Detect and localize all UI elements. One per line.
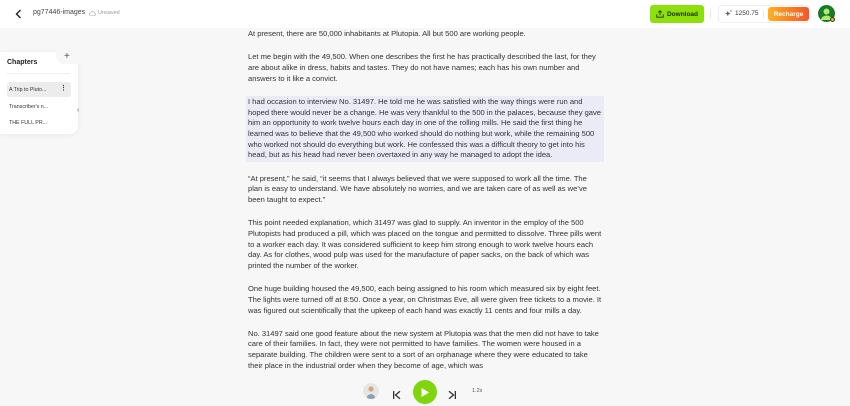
previous-button[interactable] [392, 387, 401, 405]
play-icon [420, 387, 430, 398]
chapter-label: Transcriber's n... [9, 103, 49, 110]
play-button[interactable] [413, 380, 437, 404]
upload-icon [656, 10, 664, 18]
paragraph[interactable]: Let me begin with the 49,500. When one describes the first he has practically described the last, for they are about alike in dress, habits and tastes. They do not have names; each has his own number and answers to it like a convict. [248, 52, 596, 83]
chevron-left-icon [15, 9, 22, 19]
skip-back-icon [392, 390, 401, 400]
next-button[interactable] [448, 387, 457, 405]
divider [763, 11, 764, 18]
more-vertical-icon[interactable]: ⋮ [60, 85, 67, 92]
paragraph[interactable]: One huge building housed the 49,500, each being assigned to his room which measured six by eight feet. The lights were turned off at 8:50. Once a year, on Christmas Eve, all were given free tickets to a movie. It was figured out scientifically that the upkeep of each hand was exactly 11 cents and four mills a day. [248, 284, 602, 315]
reading-content [246, 28, 604, 383]
settings-badge-icon [830, 17, 835, 22]
add-chapter-button[interactable]: + [64, 51, 70, 62]
credits-box [718, 5, 810, 23]
download-button[interactable] [650, 5, 704, 23]
chapter-item[interactable] [7, 99, 71, 114]
paragraph[interactable]: “At present,” he said, “it seems that I always believed that we were supposed to work all the time. The plan is easy to understand. We have absolutely no worries, and we are taken care of as well as we’ve been taught to expect.” [248, 173, 587, 204]
recharge-button[interactable]: Recharge [768, 7, 809, 21]
chapters-title: Chapters [7, 59, 38, 66]
divider [7, 73, 70, 74]
paragraph-highlighted[interactable]: I had occasion to interview No. 31497. He told me he was satisfied with the way things were run and hoped there would never be a change. He was very thankful to the 500 in the palaces, because they gave him an opportunity to work twelve hours each day in one of the rolling mills. He said the first thing he learned was to believe that the 49,500 who worked should do nothing but work, while the remaining 500 who worked not should do everything but work. He confessed this was a difficult theory to get into his head, but as his head had never been overtaxed in any way he managed to adopt the idea. [246, 96, 604, 162]
divider [710, 10, 711, 18]
chapter-label: THE FULL PR... [9, 119, 48, 126]
save-status [89, 10, 120, 16]
download-label: Download [666, 10, 699, 18]
chapter-item[interactable] [7, 82, 71, 97]
collapse-sidebar-button[interactable]: ‹ [77, 107, 80, 114]
skip-forward-icon [448, 390, 457, 400]
paragraph[interactable]: This point needed explanation, which 31497 was glad to supply. An inventor in the employ of the 500 Plutopists had produced a pill, which was placed on the tongue and permitted to dissolve. Three pills went to a worker each day. It was considered sufficient to keep him strong enough to work twelve hours each day. As for clothes, wood pulp was used for the manufacture of paper sacks, on the back of which was printed the number of the worker. [248, 218, 602, 270]
playback-speed[interactable]: 1.2x [472, 388, 483, 394]
chapter-label: A Trip to Pluto... [9, 86, 47, 93]
narrator-avatar[interactable] [363, 383, 379, 399]
sparkle-icon [725, 10, 732, 17]
credit-balance [725, 10, 759, 17]
chapter-item[interactable] [7, 115, 71, 130]
cloud-icon [89, 11, 96, 16]
person-icon [363, 383, 379, 399]
paragraph[interactable]: At present, there are 50,000 inhabitants at Plutopia. All but 500 are working people. [248, 29, 526, 38]
credit-value: 1250.75 [735, 10, 759, 17]
top-bar [0, 0, 850, 28]
document-title[interactable]: pg77446-images [33, 9, 86, 16]
paragraph[interactable]: No. 31497 said one good feature about the new system at Plutopia was that the men did not have to take care of their families. In fact, they were not permitted to have families. The women were housed in a separate building. The children were sent to a sort of an orphanage where they were educated to take their place in the industrial order when they become of age, which was [248, 328, 599, 370]
save-status-label: Unsaved [98, 10, 120, 16]
back-button[interactable] [12, 7, 24, 21]
